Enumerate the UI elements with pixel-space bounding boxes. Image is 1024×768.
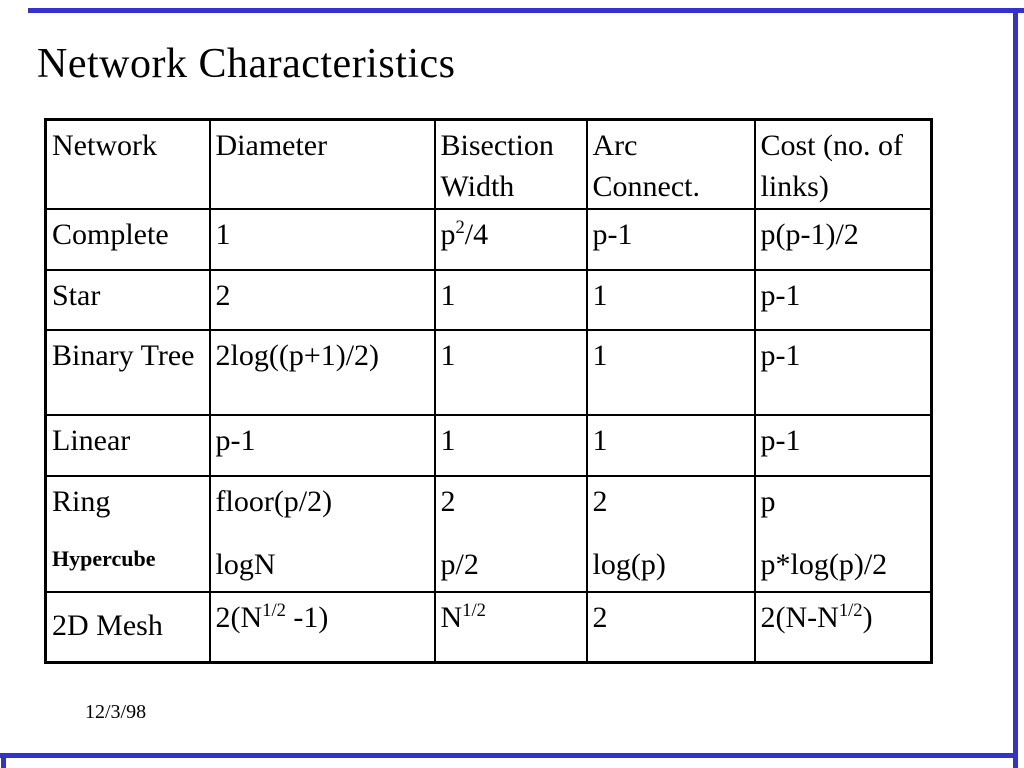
ring-bisection: 2 xyxy=(440,484,456,518)
cell-arc: 2 xyxy=(587,592,755,663)
cell-cost: p(p-1)/2 xyxy=(755,209,932,270)
cell-diameter: $2(N^{1/2}$ -1) xyxy=(210,592,435,663)
cell-cost xyxy=(755,476,932,592)
cell-diameter xyxy=(210,476,435,592)
cell-cost: p-1 xyxy=(755,330,932,415)
cell-bisection: $p^2/4$ xyxy=(435,209,587,270)
slide-border-right xyxy=(1013,8,1018,768)
ring-label: Ring xyxy=(52,484,111,518)
cell-arc xyxy=(587,476,755,592)
cell-cost: p-1 xyxy=(755,415,932,476)
cell-bisection xyxy=(435,476,587,592)
hypercube-label: Hypercube xyxy=(52,546,156,572)
hypercube-diameter: logN xyxy=(215,548,276,582)
ring-cost: p xyxy=(760,484,776,518)
cell-network: 2D Mesh xyxy=(46,592,210,663)
table-header-row xyxy=(46,120,932,209)
row-complete xyxy=(46,209,932,270)
cell-diameter: p-1 xyxy=(210,415,435,476)
cell-arc: 1 xyxy=(587,415,755,476)
hypercube-arc: log(p) xyxy=(592,548,666,582)
slide-border-bottom xyxy=(0,753,1018,758)
cell-bisection: 1 xyxy=(435,270,587,330)
cell-network: Binary Tree xyxy=(46,330,210,415)
ring-diameter: floor(p/2) xyxy=(215,484,333,518)
col-header-cost: Cost (no. of links) xyxy=(755,120,932,209)
slide-border-left xyxy=(1,753,6,768)
footer-date: 12/3/98 xyxy=(85,701,147,723)
cell-diameter: 1 xyxy=(210,209,435,270)
cell-arc: 1 xyxy=(587,330,755,415)
row-ring-hypercube xyxy=(46,476,932,592)
cell-arc: 1 xyxy=(587,270,755,330)
cell-bisection: 1 xyxy=(435,415,587,476)
cell-bisection: 1 xyxy=(435,330,587,415)
ring-arc: 2 xyxy=(592,484,608,518)
hypercube-cost: p*log(p)/2 xyxy=(760,548,888,582)
row-binary-tree xyxy=(46,330,932,415)
network-characteristics-table xyxy=(44,118,933,664)
cell-network: Complete xyxy=(46,209,210,270)
col-header-diameter: Diameter xyxy=(210,120,435,209)
cell-network xyxy=(46,476,210,592)
cell-network: Linear xyxy=(46,415,210,476)
col-header-bisection: Bisection Width xyxy=(435,120,587,209)
col-header-network: Network xyxy=(46,120,210,209)
row-linear xyxy=(46,415,932,476)
row-2d-mesh xyxy=(46,592,932,663)
hypercube-bisection: p/2 xyxy=(440,548,479,582)
slide-title: Network Characteristics xyxy=(37,41,456,87)
cell-diameter: 2 xyxy=(210,270,435,330)
cell-cost: $2(N-N^{1/2})$ xyxy=(755,592,932,663)
cell-arc: p-1 xyxy=(587,209,755,270)
col-header-arc: Arc Connect. xyxy=(587,120,755,209)
cell-bisection: $N^{1/2}$ xyxy=(435,592,587,663)
slide-border-top xyxy=(28,8,1024,13)
cell-cost: p-1 xyxy=(755,270,932,330)
cell-network: Star xyxy=(46,270,210,330)
cell-diameter: 2log((p+1)/2) xyxy=(210,330,435,415)
row-star xyxy=(46,270,932,330)
